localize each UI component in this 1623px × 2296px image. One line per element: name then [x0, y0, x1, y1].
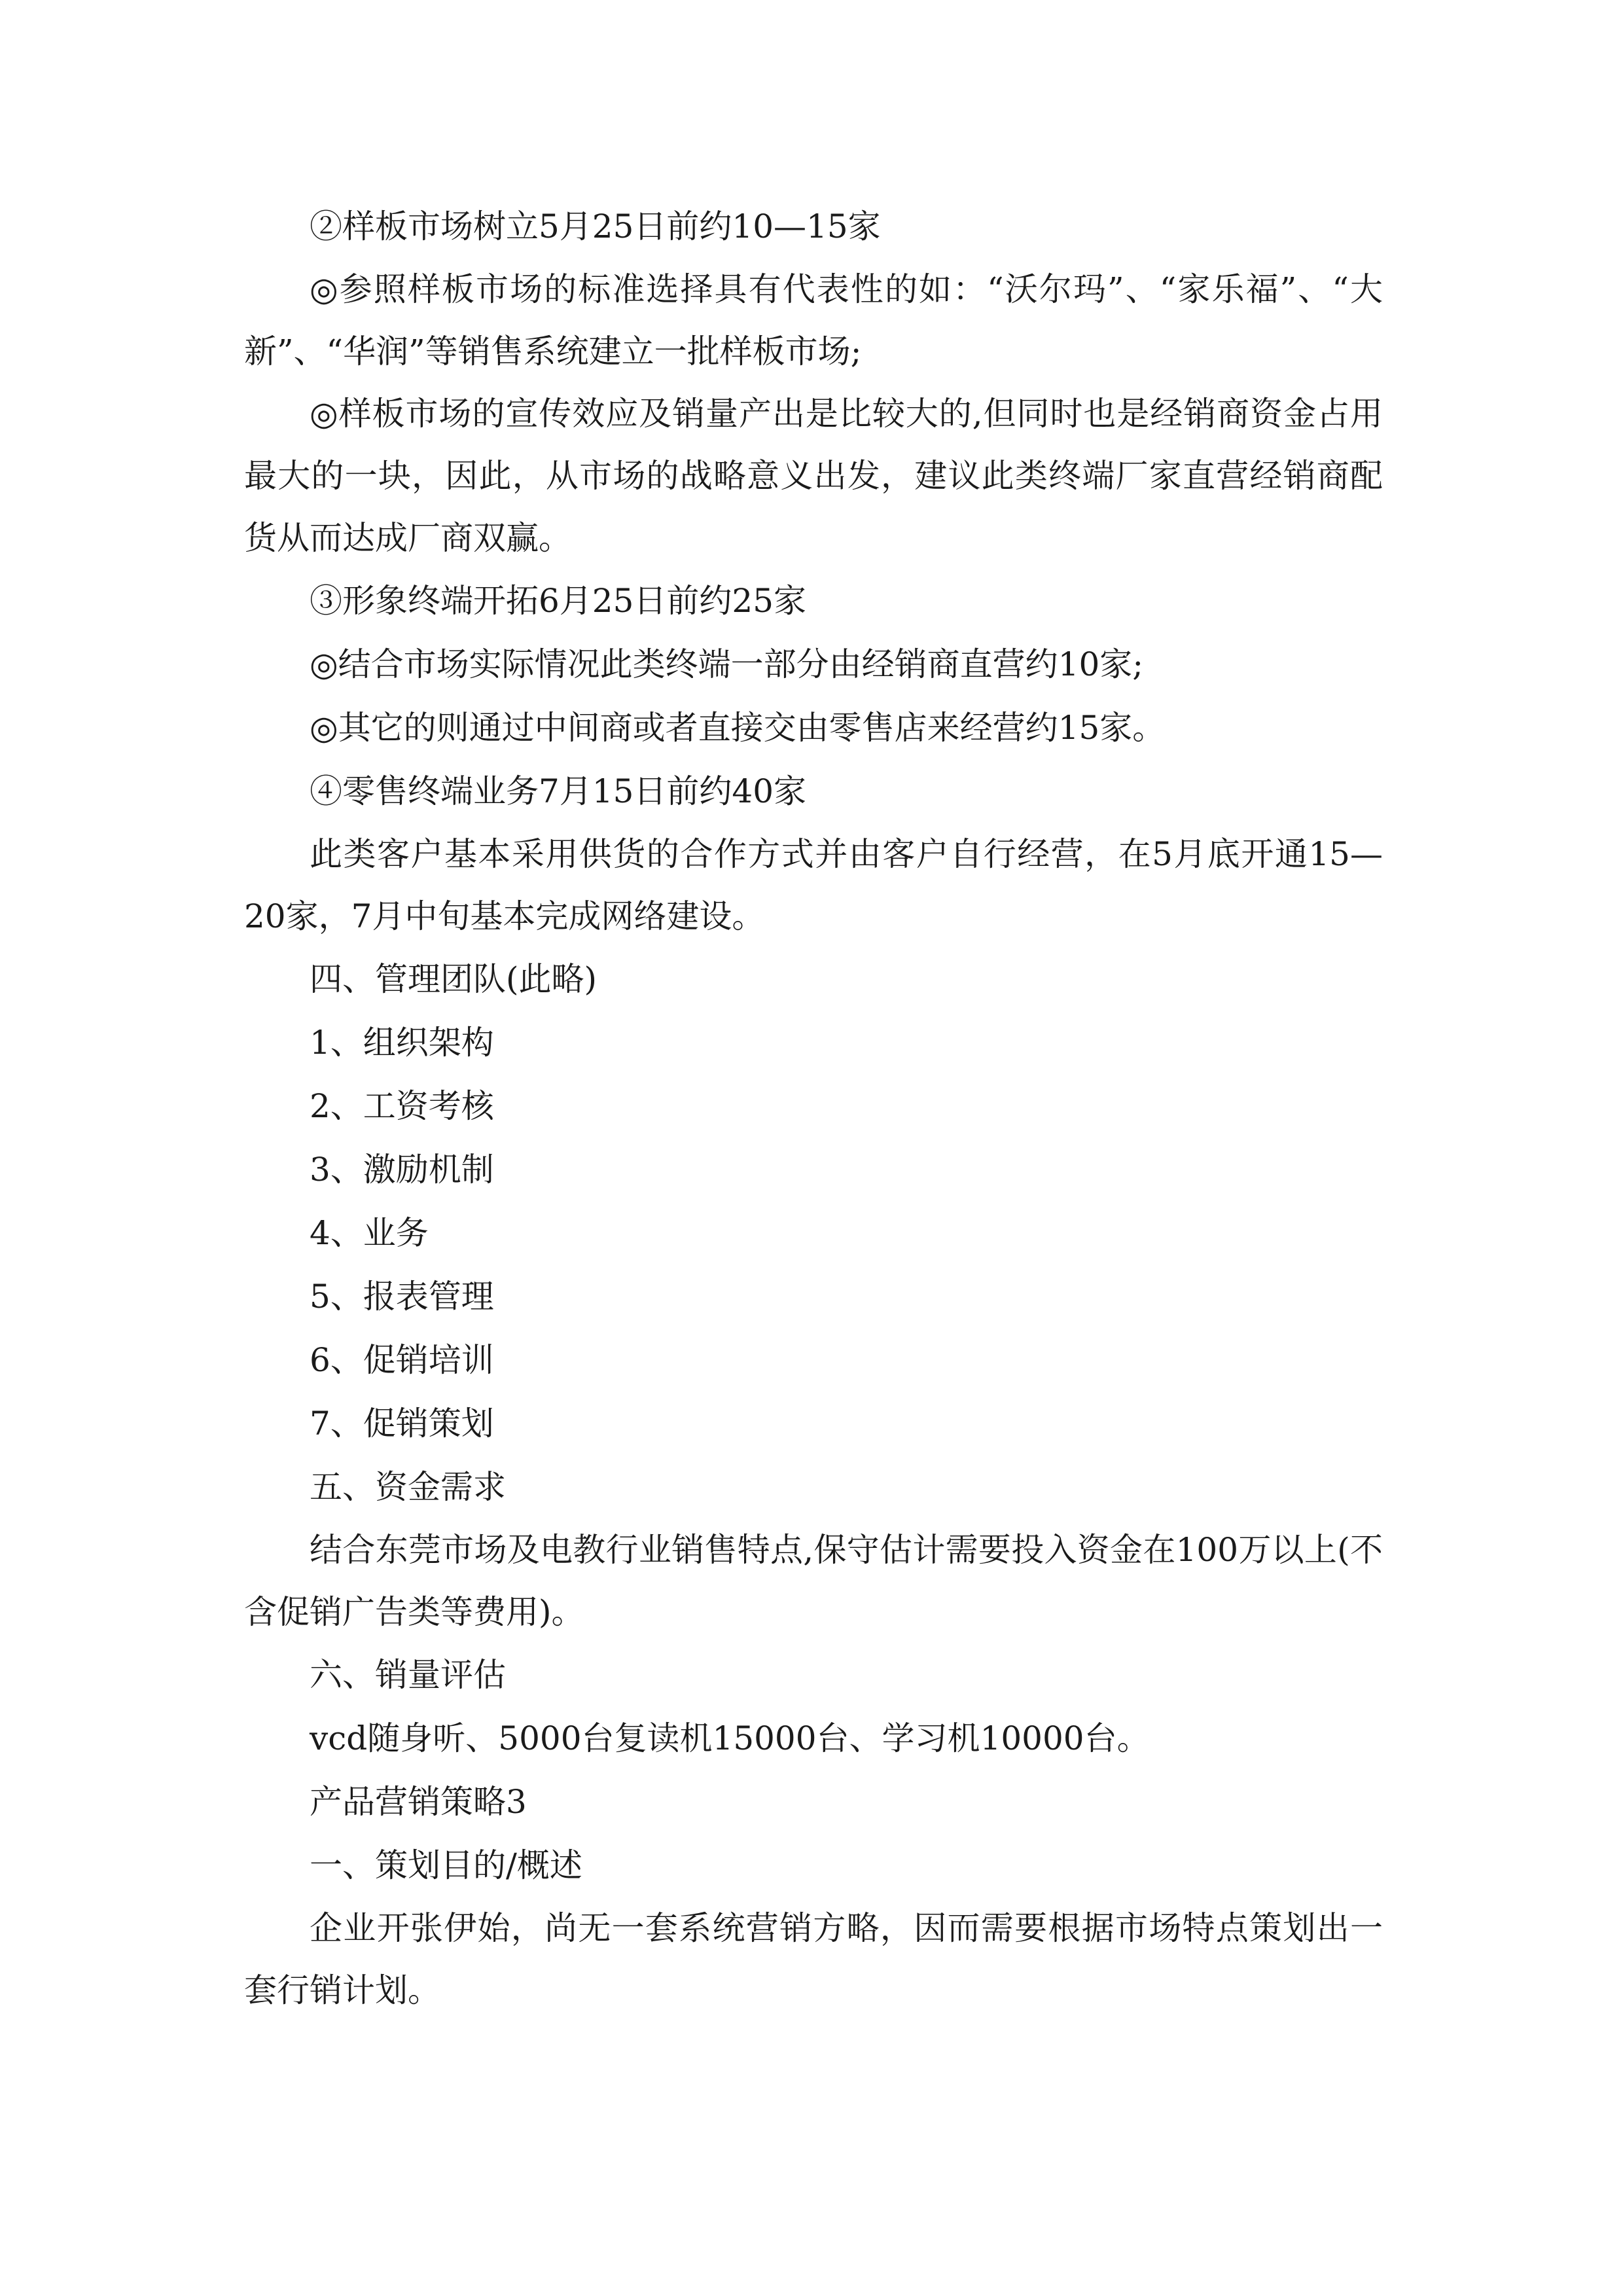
heading-funding-requirements: 五、资金需求 [310, 1468, 506, 1506]
paragraph-planning-overview: 企业开张伊始，尚无一套系统营销方略，因而需要根据市场特点策划出一套行销计划。 [244, 1909, 1383, 2009]
paragraph-sample-market-selection: ◎参照样板市场的标准选择具有代表性的如：“沃尔玛”、“家乐福”、“大新”、“华润”等销售系统建立一批样板市场; [244, 270, 1383, 370]
paragraph-funding-estimate: 结合东莞市场及电教行业销售特点,保守估计需要投入资金在100万以上(不含促销广告类等费用)。 [244, 1531, 1383, 1631]
document-body [244, 195, 1383, 2022]
paragraph-sales-figures: vcd随身听、5000台复读机15000台、学习机10000台。 [310, 1719, 1150, 1757]
heading-management-team: 四、管理团队(此略) [310, 960, 597, 998]
list-item: 6、促销培训 [310, 1341, 494, 1379]
list-item: 3、激励机制 [310, 1151, 494, 1189]
paragraph-image-terminal-direct: ◎结合市场实际情况此类终端一部分由经销商直营约10家; [310, 645, 1144, 683]
paragraph-retail-customers: 此类客户基本采用供货的合作方式并由客户自行经营，在5月底开通15—20家，7月中旬基本完成网络建设。 [244, 835, 1383, 935]
list-item: 2、工资考核 [310, 1087, 494, 1125]
paragraph-image-terminal-target: ③形象终端开拓6月25日前约25家 [310, 582, 807, 620]
paragraph-retail-terminal-target: ④零售终端业务7月15日前约40家 [310, 772, 807, 810]
list-item: 5、报表管理 [310, 1278, 494, 1316]
list-item: 1、组织架构 [310, 1024, 494, 1062]
paragraph-sample-market-target: ②样板市场树立5月25日前约10—15家 [310, 207, 881, 245]
heading-sales-estimate: 六、销量评估 [310, 1656, 506, 1694]
heading-planning-purpose: 一、策划目的/概述 [310, 1846, 582, 1884]
list-item: 4、业务 [310, 1214, 429, 1252]
paragraph-image-terminal-other: ◎其它的则通过中间商或者直接交由零售店来经营约15家。 [310, 709, 1166, 747]
paragraph-sample-market-effect: ◎样板市场的宣传效应及销量产出是比较大的,但同时也是经销商资金占用最大的一块，因此，从市场的战略意义出发，建议此类终端厂家直营经销商配货从而达成厂商双赢。 [244, 395, 1383, 557]
section-title-strategy-3: 产品营销策略3 [310, 1783, 527, 1821]
list-item: 7、促销策划 [310, 1405, 494, 1443]
